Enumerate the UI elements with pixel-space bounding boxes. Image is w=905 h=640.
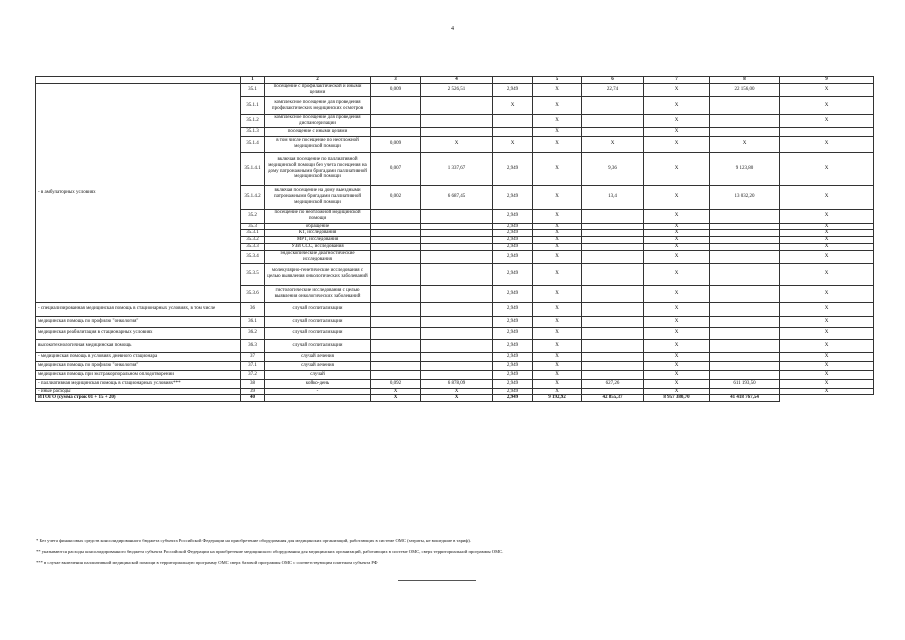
table-cell: X <box>644 352 710 361</box>
table-cell: 2,949 <box>493 327 533 339</box>
table-cell: 9 123,80 <box>710 152 780 185</box>
table-cell: 13,4 <box>582 185 644 209</box>
table-cell <box>421 316 493 327</box>
table-cell: X <box>493 136 533 152</box>
table-cell <box>371 243 421 250</box>
table-cell: X <box>533 250 582 263</box>
table-cell: X <box>644 250 710 263</box>
table-cell: X <box>644 316 710 327</box>
table-cell <box>371 263 421 285</box>
table-cell: случай <box>265 370 371 379</box>
table-cell: включая посещение по паллиативной медицинской помощи без учета посещения на дому патронажными бригадами паллиативной медицинской помощи <box>265 152 371 185</box>
table-cell: X <box>533 243 582 250</box>
row-label: медицинская реабилитация в стационарных условиях <box>36 327 241 339</box>
table-cell: X <box>780 223 874 230</box>
row-label: - иные расходы <box>36 388 241 395</box>
table-cell: X <box>644 285 710 302</box>
table-cell <box>582 316 644 327</box>
table-cell: 35.3.3 <box>241 243 265 250</box>
table-cell: 35.1.3 <box>241 127 265 136</box>
table-cell: X <box>533 316 582 327</box>
table-cell <box>371 250 421 263</box>
table-cell: 37.1 <box>241 361 265 370</box>
table-cell: 2,949 <box>493 152 533 185</box>
header-cell: 6 <box>582 77 644 84</box>
row-label: - паллиативная медицинская помощь в стационарных условиях*** <box>36 379 241 388</box>
row-label: высокотехнологичная медицинская помощь <box>36 339 241 352</box>
table-cell: X <box>533 230 582 237</box>
table-cell: 36.1 <box>241 316 265 327</box>
table-cell: X <box>780 84 874 97</box>
header-cell: 5 <box>533 77 582 84</box>
table-cell: X <box>644 209 710 223</box>
table-cell: X <box>533 263 582 285</box>
table-cell: комплексное посещение для проведения профилактических медицинских осмотров <box>265 97 371 115</box>
table-cell <box>710 237 780 244</box>
table-cell <box>421 285 493 302</box>
table-header-row <box>36 77 874 84</box>
table-cell <box>582 302 644 316</box>
table-cell: 2,949 <box>493 84 533 97</box>
table-cell <box>710 97 780 115</box>
table-cell: 2,949 <box>493 230 533 237</box>
row-label: медицинская помощь при экстракорпоральном оплодотворении <box>36 370 241 379</box>
total-cell: X <box>371 395 421 402</box>
table-cell: X <box>533 327 582 339</box>
table-cell <box>710 209 780 223</box>
table-cell: 35.3.1 <box>241 230 265 237</box>
table-cell: 1 337,67 <box>421 152 493 185</box>
table-cell <box>780 127 874 136</box>
table-cell: 2,949 <box>493 370 533 379</box>
header-cell: 2 <box>265 77 371 84</box>
table-cell: X <box>644 243 710 250</box>
table-cell: 2,949 <box>493 237 533 244</box>
table-cell: X <box>780 379 874 388</box>
table-cell: 627,26 <box>582 379 644 388</box>
table-cell: X <box>780 230 874 237</box>
table-cell <box>710 230 780 237</box>
table-cell: 9,36 <box>582 152 644 185</box>
table-cell <box>710 370 780 379</box>
table-cell: 35.1 <box>241 84 265 97</box>
table-cell: обращение <box>265 223 371 230</box>
table-cell <box>371 230 421 237</box>
table-cell <box>710 223 780 230</box>
total-cell: X <box>421 395 493 402</box>
footnote-1: * Без учета финансовых средств консолидированного бюджета субъекта Российской Федерации на приобретение оборудования для медицинских организаций, работающих в системе ОМС (затраты, не вошедшие в тариф). <box>36 538 471 543</box>
table-cell: X <box>371 388 421 395</box>
table-cell: X <box>644 370 710 379</box>
table-cell <box>421 361 493 370</box>
table-row <box>36 339 874 352</box>
table-cell <box>371 285 421 302</box>
table-cell: 2,949 <box>493 316 533 327</box>
table-cell: 36.3 <box>241 339 265 352</box>
table-cell: X <box>644 152 710 185</box>
table-cell <box>710 352 780 361</box>
table-cell <box>710 250 780 263</box>
table-cell: X <box>421 388 493 395</box>
table-row <box>36 370 874 379</box>
table-cell: X <box>533 223 582 230</box>
table-cell: КТ, исследования <box>265 230 371 237</box>
table-cell: X <box>780 97 874 115</box>
table-cell: X <box>533 209 582 223</box>
table-cell: - <box>265 388 371 395</box>
table-cell <box>710 115 780 128</box>
table-cell: 35.3.5 <box>241 263 265 285</box>
table-cell: X <box>780 152 874 185</box>
table-cell: X <box>582 136 644 152</box>
page-number: 4 <box>451 26 454 32</box>
header-cell <box>493 77 533 84</box>
table-cell <box>710 263 780 285</box>
table-cell: 35.1.4 <box>241 136 265 152</box>
table-cell: X <box>780 243 874 250</box>
table-cell: X <box>533 237 582 244</box>
table-cell <box>710 243 780 250</box>
table-cell: X <box>780 209 874 223</box>
table-row <box>36 327 874 339</box>
total-label: ИТОГО (сумма строк 01 + 15 + 20) <box>36 395 241 402</box>
table-cell <box>582 127 644 136</box>
table-cell: 2,949 <box>493 243 533 250</box>
table-cell: 22 156,00 <box>710 84 780 97</box>
row-label: медицинская помощь по профилю "онкология" <box>36 361 241 370</box>
table-cell <box>421 250 493 263</box>
table-cell: 0,009 <box>371 136 421 152</box>
table-cell: случай госпитализации <box>265 327 371 339</box>
table-cell: 38 <box>241 379 265 388</box>
table-cell <box>371 223 421 230</box>
table-cell <box>493 127 533 136</box>
table-cell: 35.1.2 <box>241 115 265 128</box>
table-cell <box>421 209 493 223</box>
table-cell: 35.1.1 <box>241 97 265 115</box>
table-cell: молекулярно-генетические исследования с целью выявления онкологических заболеваний <box>265 263 371 285</box>
table-cell <box>710 361 780 370</box>
table-cell <box>421 339 493 352</box>
table-cell <box>371 327 421 339</box>
table-cell <box>421 352 493 361</box>
table-cell <box>371 237 421 244</box>
table-cell <box>421 223 493 230</box>
table-cell: X <box>780 316 874 327</box>
table-cell <box>371 352 421 361</box>
table-cell: 35.3 <box>241 223 265 230</box>
table-cell <box>421 370 493 379</box>
table-cell <box>710 302 780 316</box>
table-cell: X <box>644 388 710 395</box>
table-cell: X <box>644 115 710 128</box>
footnote-2: ** указываются расходы консолидированного бюджета субъекта Российской Федерации на приобретение медицинского оборудования для медицинских организаций, работающих в системе ОМС, сверх территориальной программы ОМС. <box>36 549 504 554</box>
table-cell: 35.3.2 <box>241 237 265 244</box>
table-cell: X <box>644 84 710 97</box>
table-cell: X <box>533 339 582 352</box>
table-cell <box>371 316 421 327</box>
table-cell <box>582 237 644 244</box>
table-cell: X <box>710 136 780 152</box>
table-row <box>36 388 874 395</box>
table-cell <box>371 97 421 115</box>
table-cell: 2 526,51 <box>421 84 493 97</box>
table-cell: X <box>780 285 874 302</box>
table-cell <box>710 285 780 302</box>
table-cell: 2,949 <box>493 388 533 395</box>
table-cell: 37 <box>241 352 265 361</box>
table-cell <box>421 127 493 136</box>
table-cell: 35.1.4.1 <box>241 152 265 185</box>
table-cell: 2,949 <box>493 209 533 223</box>
table-cell <box>582 115 644 128</box>
table-cell <box>582 209 644 223</box>
table-cell: X <box>644 237 710 244</box>
table-cell <box>582 230 644 237</box>
table-cell <box>371 361 421 370</box>
table-cell: X <box>533 185 582 209</box>
table-cell: X <box>533 388 582 395</box>
total-cell <box>265 395 371 402</box>
table-cell: X <box>533 115 582 128</box>
table-cell <box>582 352 644 361</box>
table-cell: 35.3.6 <box>241 285 265 302</box>
table-cell: X <box>533 136 582 152</box>
table-cell: 2,949 <box>493 361 533 370</box>
table-cell: 2,949 <box>493 379 533 388</box>
table-cell: X <box>533 97 582 115</box>
table-cell: X <box>780 370 874 379</box>
table-cell: 6 878,09 <box>421 379 493 388</box>
table-cell <box>582 250 644 263</box>
table-cell: 35.2 <box>241 209 265 223</box>
table-cell <box>371 209 421 223</box>
total-cell: 42 855,37 <box>582 395 644 402</box>
table-cell <box>710 127 780 136</box>
table-row <box>36 379 874 388</box>
table-cell: X <box>644 361 710 370</box>
table-cell: случай госпитализации <box>265 302 371 316</box>
table-cell: в том числе посещение по неотложной медицинской помощи <box>265 136 371 152</box>
table-cell <box>582 327 644 339</box>
table-cell: 0,002 <box>371 185 421 209</box>
table-cell <box>493 115 533 128</box>
table-cell: включая посещение на дому выездными патронажными бригадами паллиативной медицинской помощи <box>265 185 371 209</box>
table-cell: 36.2 <box>241 327 265 339</box>
table-cell: X <box>421 136 493 152</box>
table-cell: 0,009 <box>371 84 421 97</box>
table-cell: X <box>644 127 710 136</box>
table-cell: X <box>644 230 710 237</box>
table-cell: X <box>533 302 582 316</box>
table-row <box>36 302 874 316</box>
table-cell: случай лечения <box>265 361 371 370</box>
table-cell: X <box>780 250 874 263</box>
table-cell: X <box>644 185 710 209</box>
table-cell: X <box>780 185 874 209</box>
table-cell <box>582 243 644 250</box>
table-cell <box>582 263 644 285</box>
table-cell: X <box>780 136 874 152</box>
table-cell <box>582 361 644 370</box>
table-cell: МРТ, исследования <box>265 237 371 244</box>
row-label: - специализированная медицинская помощь в стационарных условиях, в том числе <box>36 302 241 316</box>
header-cell: 9 <box>780 77 874 84</box>
table-cell: X <box>533 84 582 97</box>
table-cell <box>710 316 780 327</box>
table-cell <box>371 115 421 128</box>
table-cell: X <box>780 327 874 339</box>
table-cell: X <box>780 302 874 316</box>
table-cell <box>582 97 644 115</box>
table-cell: 0,092 <box>371 379 421 388</box>
table-cell: койко-день <box>265 379 371 388</box>
table-cell: случай лечения <box>265 352 371 361</box>
table-cell: X <box>533 379 582 388</box>
table-cell <box>710 388 780 395</box>
table-cell: гистологические исследования с целью выявления онкологических заболеваний <box>265 285 371 302</box>
table-cell: 2,949 <box>493 285 533 302</box>
table-cell <box>421 243 493 250</box>
table-cell: 13 032,20 <box>710 185 780 209</box>
table-cell <box>582 223 644 230</box>
table-cell: 2,949 <box>493 263 533 285</box>
table-cell: 35.1.4.2 <box>241 185 265 209</box>
table-cell: X <box>533 127 582 136</box>
table-cell: X <box>533 361 582 370</box>
table-cell: случай госпитализации <box>265 339 371 352</box>
table-cell: 37.2 <box>241 370 265 379</box>
separator-line <box>398 580 476 581</box>
table-cell: X <box>780 361 874 370</box>
table-cell <box>710 327 780 339</box>
footnote-3: *** в случае включения паллиативной медицинской помощи в территориальную программу ОМС сверх базовой программы ОМС с соответствующим платежом субъекта РФ <box>36 560 378 565</box>
table-row <box>36 352 874 361</box>
table-cell: X <box>644 327 710 339</box>
table-cell <box>710 339 780 352</box>
table-cell: X <box>780 339 874 352</box>
table-cell <box>421 263 493 285</box>
table-cell: X <box>780 237 874 244</box>
table-row <box>36 361 874 370</box>
table-cell: X <box>533 370 582 379</box>
table-cell: X <box>780 388 874 395</box>
table-cell <box>421 230 493 237</box>
table-cell: X <box>493 97 533 115</box>
table-cell: 39 <box>241 388 265 395</box>
table-cell <box>582 285 644 302</box>
table-cell <box>421 97 493 115</box>
table-cell: 611 193,50 <box>710 379 780 388</box>
table-cell <box>582 388 644 395</box>
table-cell: X <box>644 97 710 115</box>
table-cell: посещение с профилактической и иными целями <box>265 84 371 97</box>
table-cell: X <box>644 136 710 152</box>
table-cell: посещение с иными целями <box>265 127 371 136</box>
table-cell <box>582 370 644 379</box>
data-table <box>35 76 874 402</box>
table-cell <box>421 115 493 128</box>
table-cell <box>371 339 421 352</box>
total-cell: 9 192,92 <box>533 395 582 402</box>
table-cell: X <box>644 302 710 316</box>
table-cell: 2,949 <box>493 185 533 209</box>
table-cell: 2,949 <box>493 339 533 352</box>
table-cell: 0,007 <box>371 152 421 185</box>
total-cell: 2,949 <box>493 395 533 402</box>
table-cell: X <box>644 379 710 388</box>
row-label-outpatient: - в амбулаторных условиях <box>36 84 241 303</box>
total-cell: 40 <box>241 395 265 402</box>
total-cell: 8 957 380,70 <box>644 395 710 402</box>
table-cell: 36 <box>241 302 265 316</box>
table-cell: комплексное посещение для проведения диспансеризации <box>265 115 371 128</box>
table-cell: 2,949 <box>493 302 533 316</box>
table-cell: 2,949 <box>493 223 533 230</box>
header-cell: 1 <box>241 77 265 84</box>
header-cell <box>36 77 241 84</box>
header-cell: 8 <box>710 77 780 84</box>
table-cell: 22,74 <box>582 84 644 97</box>
table-cell <box>421 302 493 316</box>
table-cell <box>371 127 421 136</box>
total-row <box>36 395 874 402</box>
table-cell: X <box>533 285 582 302</box>
table-cell: X <box>644 339 710 352</box>
row-label: - медицинская помощь в условиях дневного стационара <box>36 352 241 361</box>
table-cell: 35.3.4 <box>241 250 265 263</box>
table-cell: X <box>533 152 582 185</box>
header-cell: 3 <box>371 77 421 84</box>
table-cell <box>421 237 493 244</box>
table-cell: УЗИ ССС, исследования <box>265 243 371 250</box>
table-cell <box>421 327 493 339</box>
table-cell: 2,949 <box>493 352 533 361</box>
table-cell: посещение по неотложной медицинской помощи <box>265 209 371 223</box>
table-cell: X <box>780 115 874 128</box>
table-row <box>36 316 874 327</box>
table-cell: X <box>644 223 710 230</box>
table-cell: случай госпитализации <box>265 316 371 327</box>
table-cell: эндоскопические диагностические исследования <box>265 250 371 263</box>
table-cell: 2,949 <box>493 250 533 263</box>
row-label: медицинская помощь по профилю "онкология" <box>36 316 241 327</box>
table-cell <box>371 370 421 379</box>
table-cell: 6 687,45 <box>421 185 493 209</box>
table-cell <box>371 302 421 316</box>
header-cell: 4 <box>421 77 493 84</box>
table-cell: X <box>780 352 874 361</box>
table-cell <box>582 339 644 352</box>
header-cell: 7 <box>644 77 710 84</box>
table-cell: X <box>533 352 582 361</box>
table-cell: X <box>644 263 710 285</box>
total-cell: 41 418 767,54 <box>710 395 780 402</box>
table-row <box>36 84 874 97</box>
table-cell: X <box>780 263 874 285</box>
